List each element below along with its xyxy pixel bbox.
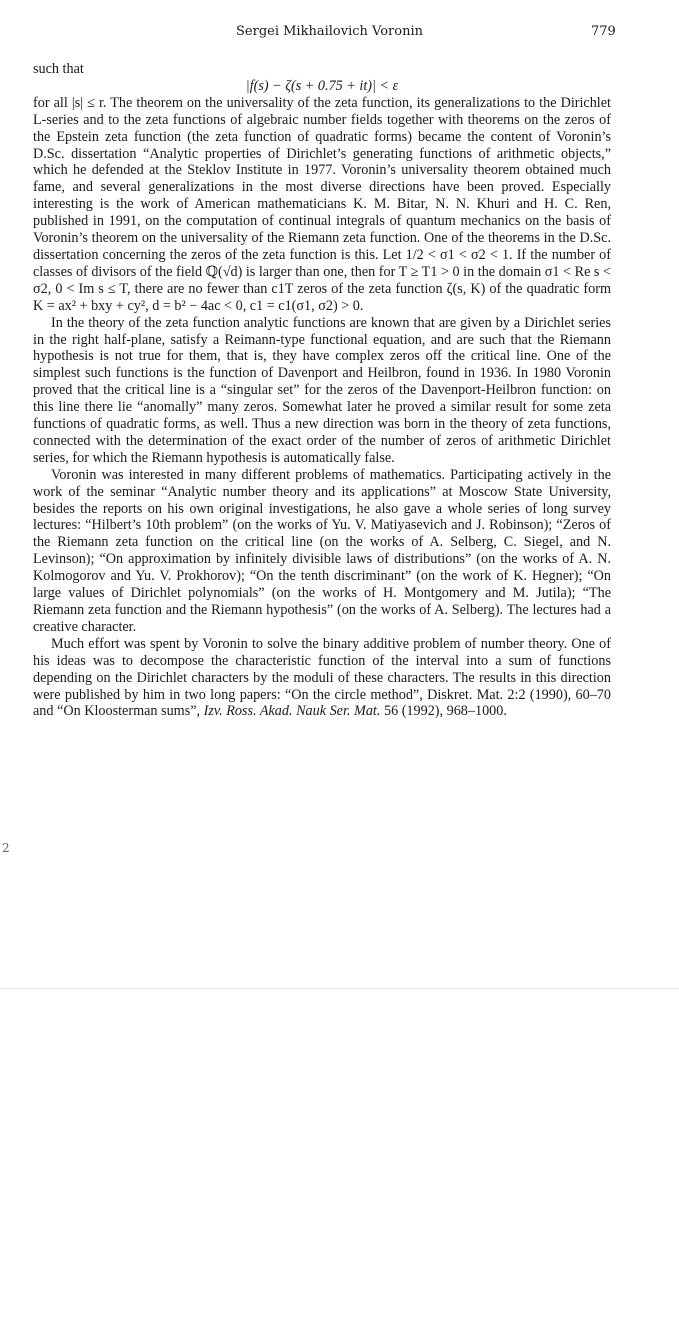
running-head-title: Sergei Mikhailovich Voronin xyxy=(236,24,423,39)
display-formula: |f(s) − ζ(s + 0.75 + it)| < ε xyxy=(245,77,399,94)
paragraph-binary-additive-text: Much effort was spent by Voronin to solve the binary additive problem of number theory. One of his ideas was to decompose the characteristic function of the interval into a sum of functions depending on the Dirichlet characters by the moduli of these characters. The results in this direction were published by him in two long papers: “On the circle method”, Diskret. Mat. 2:2 (1990), 60–70 and “On Kloosterman sums”, xyxy=(33,635,611,720)
paragraph-universality: for all |s| ≤ r. The theorem on the universality of the zeta function, its generalizations to the Dirichlet L-series and to the zeta functions of algebraic number fields together with theorems on the zeros of the Epstein zeta function (the zeta function of quadratic forms) became the content of Voronin’s D.Sc. dissertation “Analytic properties of Dirichlet’s generating functions of arithmetic objects,” which he defended at the Steklov Institute in 1977. Voronin’s universality theorem obtained much fame, and several generalizations in the most diverse directions have been proved. Especially interesting is the work of American mathematicians K. M. Bitar, N. N. Khuri and H. C. Ren, published in 1991, on the computation of continual integrals of quantum mechanics on the basis of Voronin’s theorem on the universality of the Riemann zeta function. One of the theorems in the D.Sc. dissertation concerning the zeros of the zeta function is this. Let 1/2 < σ1 < σ2 < 1. If the number of classes of divisors of the field ℚ(√d) is larger than one, then for T ≥ T1 > 0 in the domain σ1 < Re s < σ2, 0 < Im s ≤ T, there are no fewer than c1T zeros of the zeta function ζ(s, K) of the quadratic form K = ax² + bxy + cy², d = b² − 4ac < 0, c1 = c1(σ1, σ2) > 0. xyxy=(33,94,611,314)
margin-mark: 2 xyxy=(2,841,10,855)
page-number: 779 xyxy=(591,24,616,39)
running-header xyxy=(0,24,679,44)
paragraph-binary-additive xyxy=(33,636,611,721)
paragraph-seminar-lectures: Voronin was interested in many different problems of mathematics. Participating actively in the work of the seminar “Analytic number theory and its applications” at Moscow State University, besides the reports on his own original investigations, he also gave a whole series of long survey lectures: “Hilbert’s 10th problem” (on the works of Yu. V. Matiyasevich and J. Robinson); “Zeros of the Riemann zeta function on the critical line (on the works of A. Selberg, C. Siegel, and N. Levinson); “On approximation by infinitely divisible laws of distributions” (on the works of A. N. Kolmogorov and Yu. V. Prokhorov); “On the tenth discriminant” (on the work of K. Hegner); “On large values of Dirichlet polynomials” (on the works of H. Montgomery and M. Jutila); “The Riemann zeta function and the Riemann hypothesis” (on the works of A. Selberg). The lectures had a creative character. xyxy=(33,466,611,635)
article-body xyxy=(33,61,611,720)
citation-tail: 56 (1992), 968–1000. xyxy=(383,703,507,720)
intro-line: such that xyxy=(33,61,84,77)
journal-name: Izv. Ross. Akad. Nauk Ser. Mat. xyxy=(203,703,381,720)
paragraph-davenport-heilbron: In the theory of the zeta function analytic functions are known that are given by a Dirichlet series in the right half-plane, satisfy a Reimann-type functional equation, and are such that the Riemann hypothesis is not true for them, that is, they have complex zeros off the critical line. One of the simplest such functions is the function of Davenport and Heilbron, found in 1936. In 1980 Voronin proved that the critical line is a “singular set” for the zeros of the Davenport-Heilbron function: on this line there lie “anomally” many zeros. Somewhat later he proved a similar result for some zeta functions of quadratic forms, as well. Thus a new direction was born in the theory of zeta functions, connected with the determination of the exact order of the number of zeros of arithmetic Dirichlet series, for which the Riemann hypothesis is automatically false. xyxy=(33,314,611,466)
page-bottom-rule xyxy=(0,988,679,989)
